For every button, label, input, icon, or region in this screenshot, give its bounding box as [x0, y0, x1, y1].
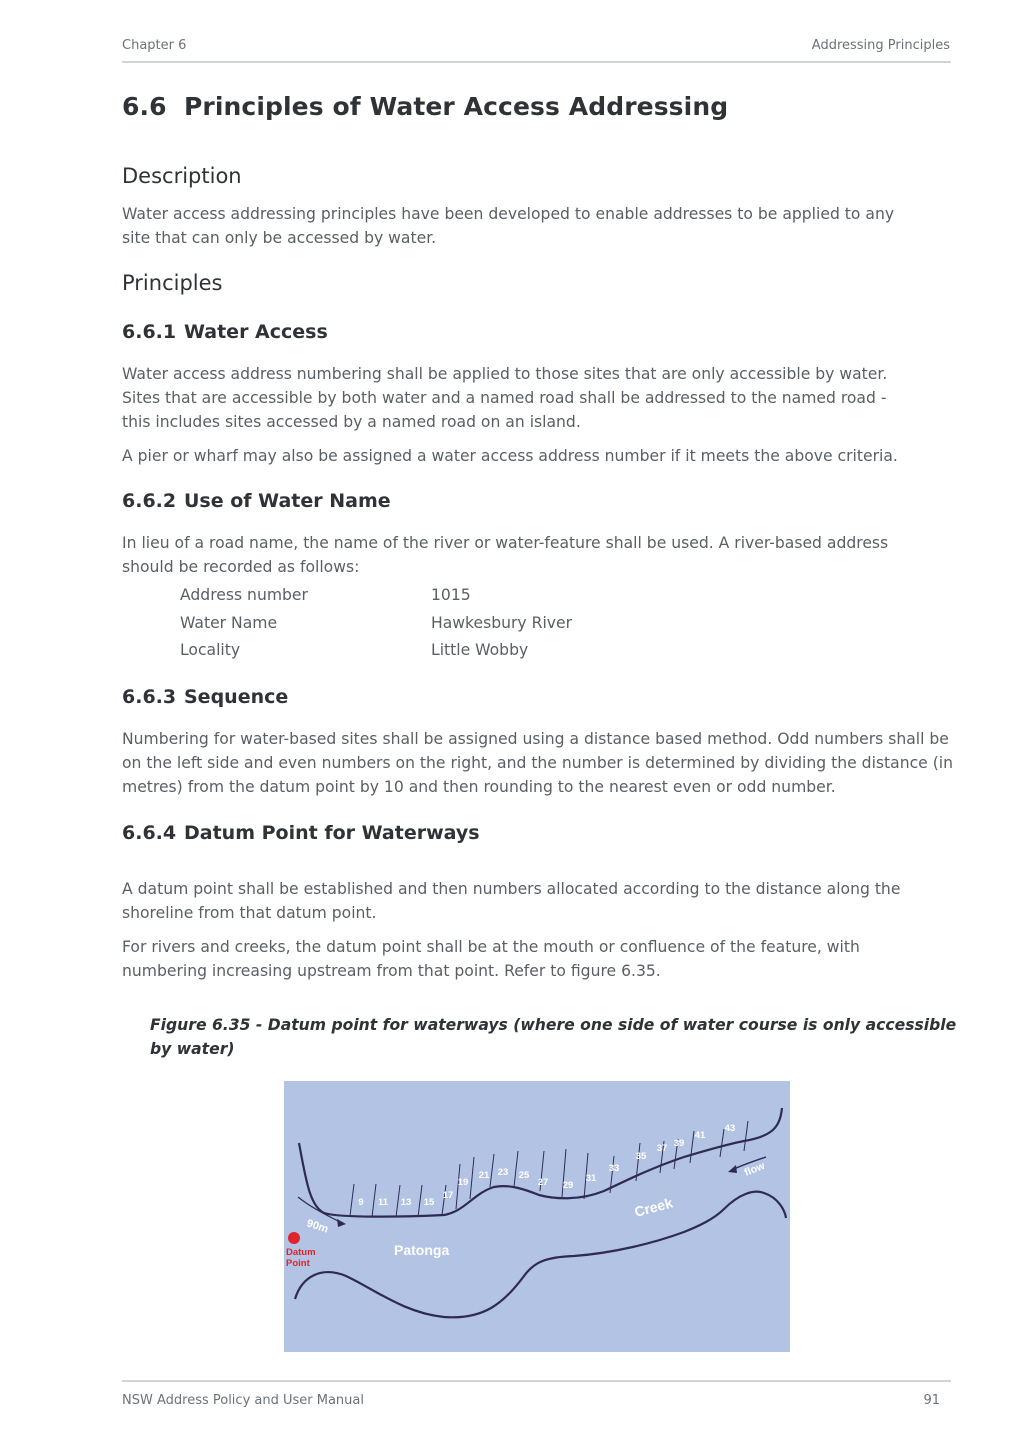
text-line: Numbering for water-based sites shall be assigned using a distance based method. Odd numbers shall be — [122, 730, 949, 748]
section-title: Sequence — [184, 686, 289, 708]
address-row — [180, 614, 572, 632]
footer-page-number: 91 — [923, 1393, 940, 1408]
lot-number-label: 37 — [656, 1143, 668, 1154]
section-6-6-1-text-2 — [122, 444, 972, 468]
section-6-6-1-heading — [122, 321, 328, 343]
section-number: 6.6.2 — [122, 490, 177, 512]
footer-manual-title: NSW Address Policy and User Manual — [122, 1393, 364, 1408]
figure-caption-line-2: by water) — [150, 1040, 235, 1058]
flow-label: flow — [742, 1159, 767, 1179]
header-chapter: Chapter 6 — [122, 38, 187, 53]
header-section: Addressing Principles — [811, 38, 950, 53]
description-line-1: Water access addressing principles have been developed to enable addresses to be applied to any — [122, 205, 895, 223]
text-line: Sites that are accessible by both water and a named road shall be addressed to the named road - — [122, 389, 887, 407]
datum-point-marker — [288, 1232, 300, 1244]
text-line: should be recorded as follows: — [122, 558, 360, 576]
water-body-label: Creek — [632, 1194, 675, 1220]
section-title: Water Access — [184, 321, 328, 343]
figure-caption-line-1: Figure 6.35 - Datum point for waterways (where one side of water course is only accessible — [150, 1016, 957, 1034]
description-text — [122, 202, 972, 250]
lot-number-label: 25 — [518, 1170, 530, 1181]
principles-heading: Principles — [122, 271, 223, 295]
page-title — [122, 92, 728, 121]
section-6-6-1-text — [122, 362, 972, 434]
description-heading: Description — [122, 164, 242, 188]
waterway-diagram — [284, 1081, 790, 1352]
section-title: Datum Point for Waterways — [184, 822, 480, 844]
address-row — [180, 586, 471, 604]
section-number: 6.6.1 — [122, 321, 177, 343]
text-line: For rivers and creeks, the datum point shall be at the mouth or confluence of the feature, with — [122, 938, 860, 956]
lot-number-label: 43 — [724, 1123, 736, 1134]
description-line-2: site that can only be accessed by water. — [122, 229, 437, 247]
text-line: A pier or wharf may also be assigned a water access address number if it meets the above criteria. — [122, 447, 898, 465]
datum-label-line-1: Datum — [286, 1247, 316, 1258]
text-line: Water access address numbering shall be applied to those sites that are only accessible by water. — [122, 365, 888, 383]
address-field-value: Hawkesbury River — [431, 614, 573, 632]
lot-number-label: 15 — [423, 1197, 435, 1208]
lot-number-label: 19 — [457, 1177, 469, 1188]
lot-number-label: 33 — [608, 1163, 620, 1174]
lot-number-label: 29 — [562, 1180, 574, 1191]
address-field-label: Locality — [180, 641, 241, 659]
lot-number-label: 31 — [585, 1173, 597, 1184]
header-divider — [122, 61, 951, 63]
text-line: In lieu of a road name, the name of the river or water-feature shall be used. A river-based address — [122, 534, 889, 552]
section-title: Use of Water Name — [184, 490, 391, 512]
figure-caption — [150, 1013, 960, 1061]
lot-number-label: 23 — [497, 1167, 509, 1178]
address-field-label: Water Name — [180, 614, 278, 632]
page-title-text: Principles of Water Access Addressing — [184, 92, 729, 121]
section-6-6-3-heading — [122, 686, 288, 708]
section-6-6-3-text — [122, 727, 982, 799]
section-6-6-2-heading — [122, 490, 391, 512]
section-6-6-2-text — [122, 531, 972, 579]
address-row — [180, 641, 528, 659]
lot-number-label: 11 — [377, 1197, 389, 1208]
text-line: numbering increasing upstream from that point. Refer to figure 6.35. — [122, 962, 661, 980]
locality-label: Patonga — [394, 1242, 450, 1258]
text-line: A datum point shall be established and then numbers allocated according to the distance along the — [122, 880, 901, 898]
text-line: shoreline from that datum point. — [122, 904, 377, 922]
section-number: 6.6.3 — [122, 686, 177, 708]
section-6-6-4-text — [122, 877, 982, 925]
lot-number-label: 35 — [635, 1151, 647, 1162]
footer-divider — [122, 1380, 951, 1382]
text-line: on the left side and even numbers on the right, and the number is determined by dividing the distance (in — [122, 754, 954, 772]
lot-number-label: 9 — [358, 1197, 364, 1208]
text-line: metres) from the datum point by 10 and then rounding to the nearest even or odd number. — [122, 778, 836, 796]
lot-number-label: 17 — [442, 1190, 454, 1201]
lot-number-label: 41 — [694, 1130, 706, 1141]
text-line: this includes sites accessed by a named road on an island. — [122, 413, 581, 431]
address-field-label: Address number — [180, 586, 308, 604]
datum-label-line-2: Point — [286, 1258, 310, 1269]
address-field-value: Little Wobby — [431, 641, 529, 659]
lot-number-label: 13 — [400, 1197, 412, 1208]
page-title-number: 6.6 — [122, 92, 167, 121]
lot-number-label: 21 — [478, 1170, 490, 1181]
section-6-6-4-heading — [122, 822, 480, 844]
section-number: 6.6.4 — [122, 822, 177, 844]
lot-number-label: 39 — [673, 1138, 685, 1149]
section-6-6-4-text-2 — [122, 935, 982, 983]
address-field-value: 1015 — [431, 586, 471, 604]
lot-number-label: 27 — [537, 1177, 549, 1188]
distance-label: 90m — [305, 1217, 330, 1236]
